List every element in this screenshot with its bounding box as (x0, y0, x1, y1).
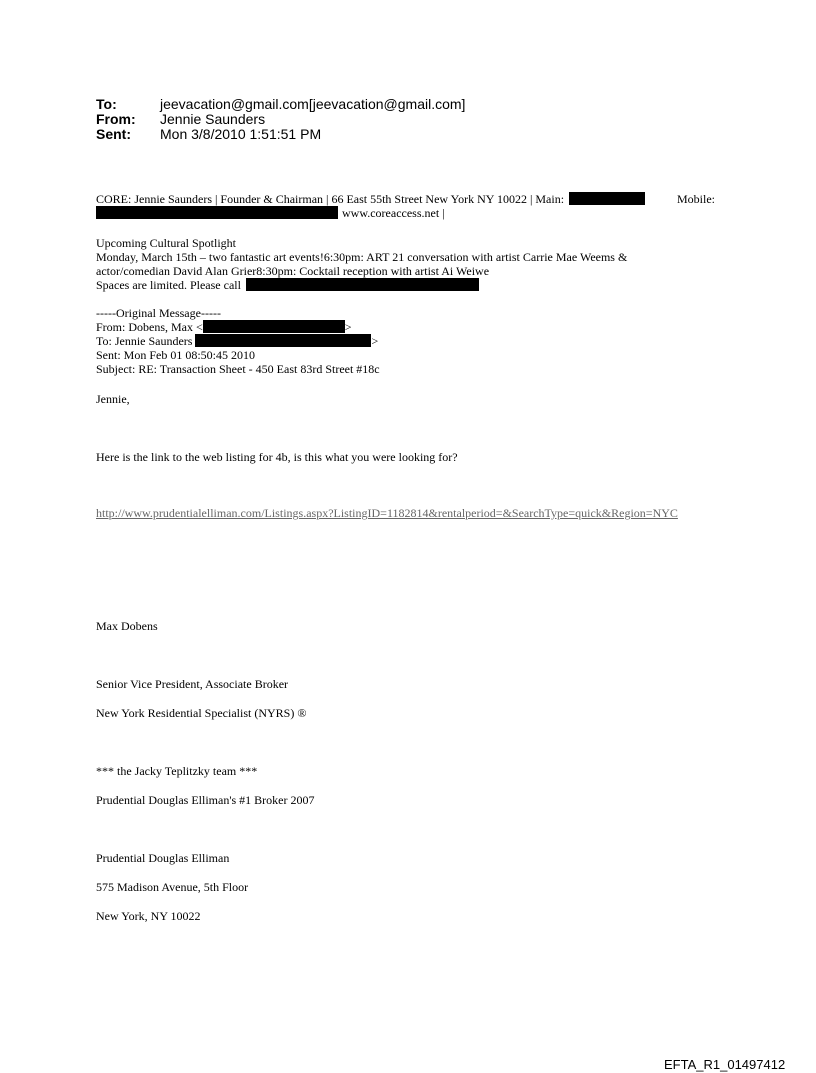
sender-address-2: New York, NY 10022 (96, 909, 201, 923)
spotlight-line-1: Monday, March 15th – two fantastic art events!6:30pm: ART 21 conversation with artist Carrie Mae Weems & (96, 250, 628, 264)
spotlight-line-3 (96, 278, 736, 292)
original-from-text: From: Dobens, Max < (96, 320, 203, 334)
redaction-box (569, 192, 645, 205)
to-row (96, 97, 465, 112)
greeting: Jennie, (96, 392, 130, 406)
redaction-box (246, 278, 479, 291)
redaction-box (203, 320, 345, 333)
redaction-box (195, 334, 371, 347)
website-text: www.coreaccess.net | (342, 206, 445, 220)
listing-link[interactable]: http://www.prudentialelliman.com/Listings.aspx?ListingID=1182814&rentalperiod=&SearchType=quick&Region=NYC (96, 506, 678, 520)
sent-label: Sent: (96, 126, 131, 142)
from-value: Jennie Saunders (160, 111, 266, 127)
sent-row (96, 127, 465, 142)
to-label: To: (96, 96, 117, 112)
original-from (96, 320, 736, 334)
email-header (96, 97, 465, 142)
document-id: EFTA_R1_01497412 (664, 1057, 786, 1072)
sender-award: Prudential Douglas Elliman's #1 Broker 2007 (96, 793, 315, 807)
original-to (96, 334, 736, 348)
message-body: Here is the link to the web listing for 4b, is this what you were looking for? (96, 450, 458, 464)
core-signature-line-2 (96, 206, 736, 220)
sender-team: *** the Jacky Teplitzky team *** (96, 764, 258, 778)
sender-address-1: 575 Madison Avenue, 5th Floor (96, 880, 249, 894)
core-signature-line (96, 192, 736, 206)
sender-specialist: New York Residential Specialist (NYRS) ® (96, 706, 307, 720)
from-label: From: (96, 111, 136, 127)
spotlight-line-2: actor/comedian David Alan Grier8:30pm: Cocktail reception with artist Ai Weiwe (96, 264, 490, 278)
original-message-divider: -----Original Message----- (96, 306, 221, 320)
mobile-label: Mobile: (677, 192, 715, 206)
spotlight-title: Upcoming Cultural Spotlight (96, 236, 236, 250)
sender-title: Senior Vice President, Associate Broker (96, 677, 289, 691)
original-subject: Subject: RE: Transaction Sheet - 450 East 83rd Street #18c (96, 362, 380, 376)
core-info-text: CORE: Jennie Saunders | Founder & Chairman | 66 East 55th Street New York NY 10022 | Main: (96, 192, 565, 206)
original-to-close: > (371, 334, 379, 348)
original-from-close: > (344, 320, 352, 334)
to-value: jeevacation@gmail.com[jeevacation@gmail.com] (160, 96, 466, 112)
sender-company: Prudential Douglas Elliman (96, 851, 230, 865)
original-sent: Sent: Mon Feb 01 08:50:45 2010 (96, 348, 256, 362)
redaction-box (96, 206, 338, 219)
email-body (96, 192, 736, 923)
original-to-text: To: Jennie Saunders (96, 334, 193, 348)
from-row (96, 112, 465, 127)
spotlight-call-text: Spaces are limited. Please call (96, 278, 241, 292)
sent-value: Mon 3/8/2010 1:51:51 PM (160, 126, 322, 142)
sender-name: Max Dobens (96, 619, 158, 633)
